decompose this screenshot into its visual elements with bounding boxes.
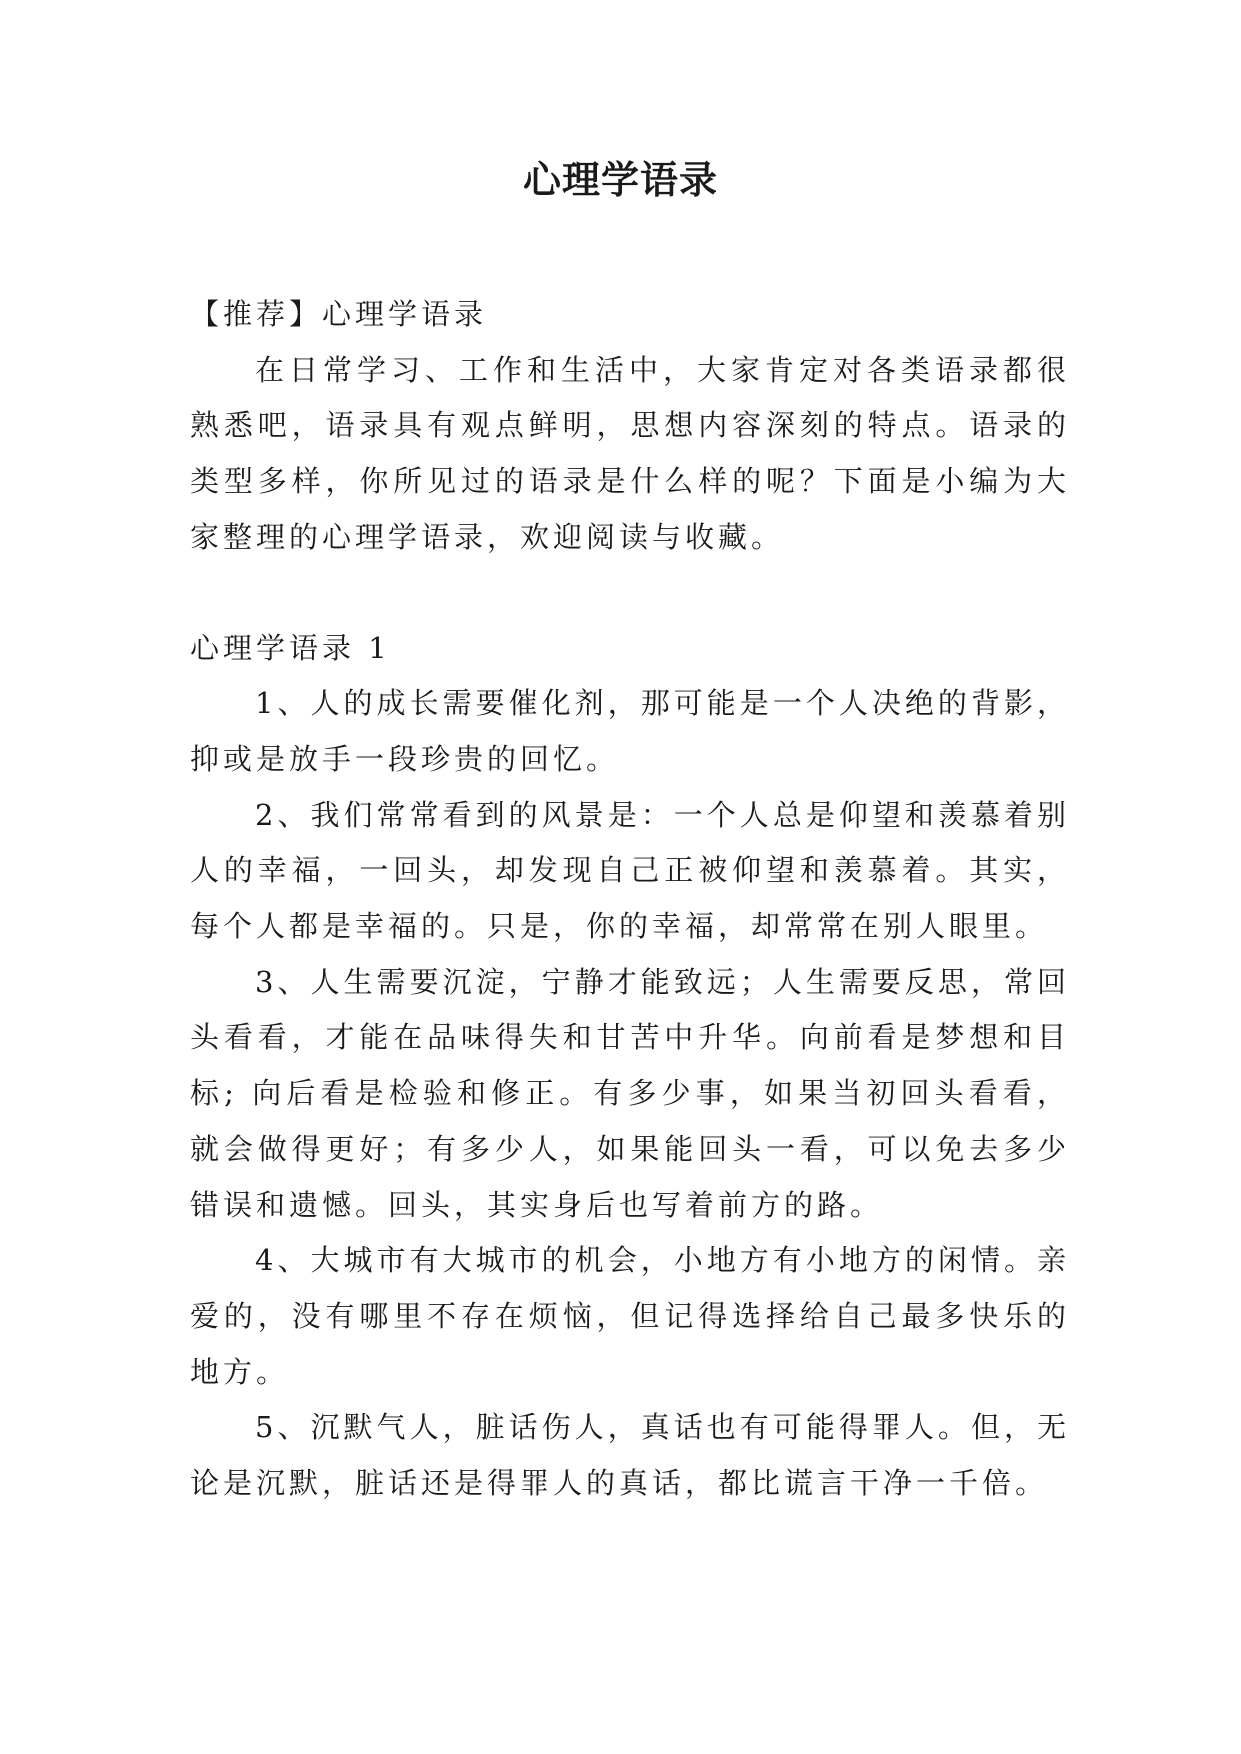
section-title: 心理学语录 1 <box>190 630 391 665</box>
intro-paragraph: 在日常学习、工作和生活中，大家肯定对各类语录都很熟悉吧，语录具有观点鲜明，思想内容深刻的特点。语录的类型多样，你所见过的语录是什么样的呢？下面是小编为大家整理的心理学语录，欢迎阅读与收藏。 <box>190 352 1070 554</box>
document-title: 心理学语录 <box>522 157 718 202</box>
document-body <box>190 287 1070 1512</box>
quote-paragraph: 5、沉默气人，脏话伤人，真话也有可能得罪人。但，无论是沉默，脏话还是得罪人的真话，都比谎言干净一千倍。 <box>190 1410 1070 1501</box>
quote-paragraph: 2、我们常常看到的风景是：一个人总是仰望和羡慕着别人的幸福，一回头，却发现自己正被仰望和羡慕着。其实，每个人都是幸福的。只是，你的幸福，却常常在别人眼里。 <box>190 797 1070 944</box>
quote-paragraph: 4、大城市有大城市的机会，小地方有小地方的闲情。亲爱的，没有哪里不存在烦恼，但记得选择给自己最多快乐的地方。 <box>190 1243 1070 1389</box>
quote-paragraph: 3、人生需要沉淀，宁静才能致远；人生需要反思，常回头看看，才能在品味得失和甘苦中升华。向前看是梦想和目标; 向后看是检验和修正。有多少事，如果当初回头看看，就会做得更好；有多少人，如果能回头一看，可以免去多少错误和遗憾。回头，其实身后也写着前方的路。 <box>190 964 1070 1222</box>
quote-paragraph: 1、人的成长需要催化剂，那可能是一个人决绝的背影，抑或是放手一段珍贵的回忆。 <box>190 686 1070 776</box>
recommend-heading: 【推荐】心理学语录 <box>190 297 488 331</box>
section-spacer <box>190 566 1070 621</box>
